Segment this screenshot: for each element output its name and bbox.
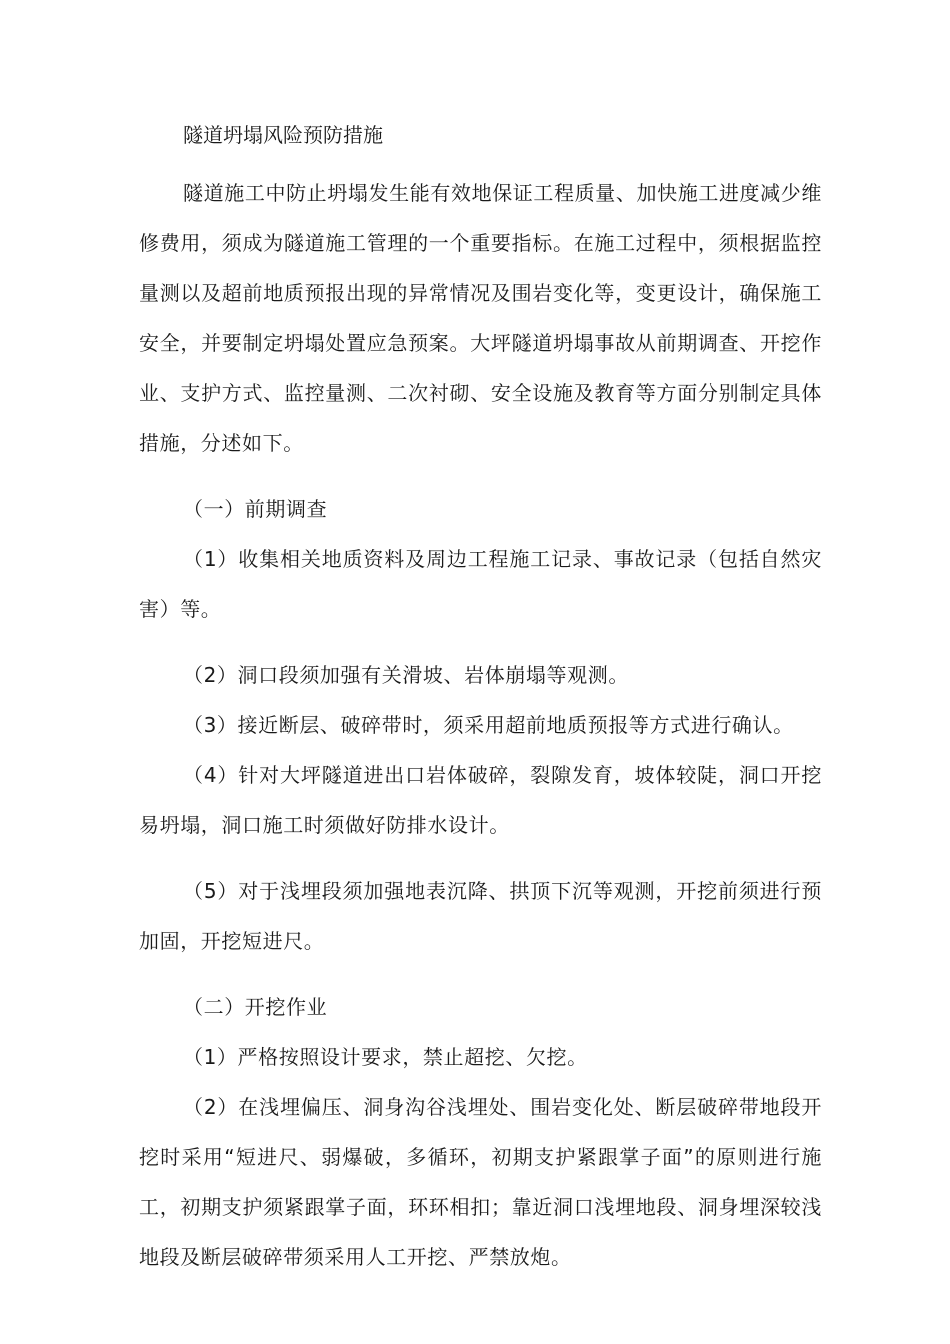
list-item: （2）洞口段须加强有关滑坡、岩体崩塌等观测。 [183, 663, 629, 687]
list-item: （2）在浅埋偏压、洞身沟谷浅埋处、围岩变化处、断层破碎带地段开挖时采用“短进尺、弱爆破，多循环，初期支护紧跟掌子面”的原则进行施工，初期支护须紧跟掌子面，环环相扣；靠近洞口浅埋地段、洞身埋深较浅地段及断层破碎带须采用人工开挖、严禁放炮。 [139, 1095, 822, 1269]
section-heading-excavation: （二）开挖作业 [183, 995, 328, 1019]
intro-paragraph: 隧道施工中防止坍塌发生能有效地保证工程质量、加快施工进度减少维修费用，须成为隧道施工管理的一个重要指标。在施工过程中，须根据监控量测以及超前地质预报出现的异常情况及围岩变化等，变更设计，确保施工安全，并要制定坍塌处置应急预案。大坪隧道坍塌事故从前期调查、开挖作业、支护方式、监控量测、二次衬砌、安全设施及教育等方面分别制定具体措施，分述如下。 [139, 181, 822, 455]
document-body [139, 118, 822, 1298]
list-item: （1）收集相关地质资料及周边工程施工记录、事故记录（包括自然灾害）等。 [139, 547, 822, 621]
list-item: （4）针对大坪隧道进出口岩体破碎，裂隙发育，坡体较陡，洞口开挖易坍塌，洞口施工时须做好防排水设计。 [139, 763, 822, 837]
document-title: 隧道坍塌风险预防措施 [183, 123, 383, 147]
section-heading-preliminary-survey: （一）前期调查 [183, 497, 328, 521]
list-item: （3）接近断层、破碎带时，须采用超前地质预报等方式进行确认。 [183, 713, 794, 737]
list-item: （1）严格按照设计要求，禁止超挖、欠挖。 [183, 1045, 588, 1069]
list-item: （5）对于浅埋段须加强地表沉降、拱顶下沉等观测，开挖前须进行预加固，开挖短进尺。 [139, 879, 822, 953]
